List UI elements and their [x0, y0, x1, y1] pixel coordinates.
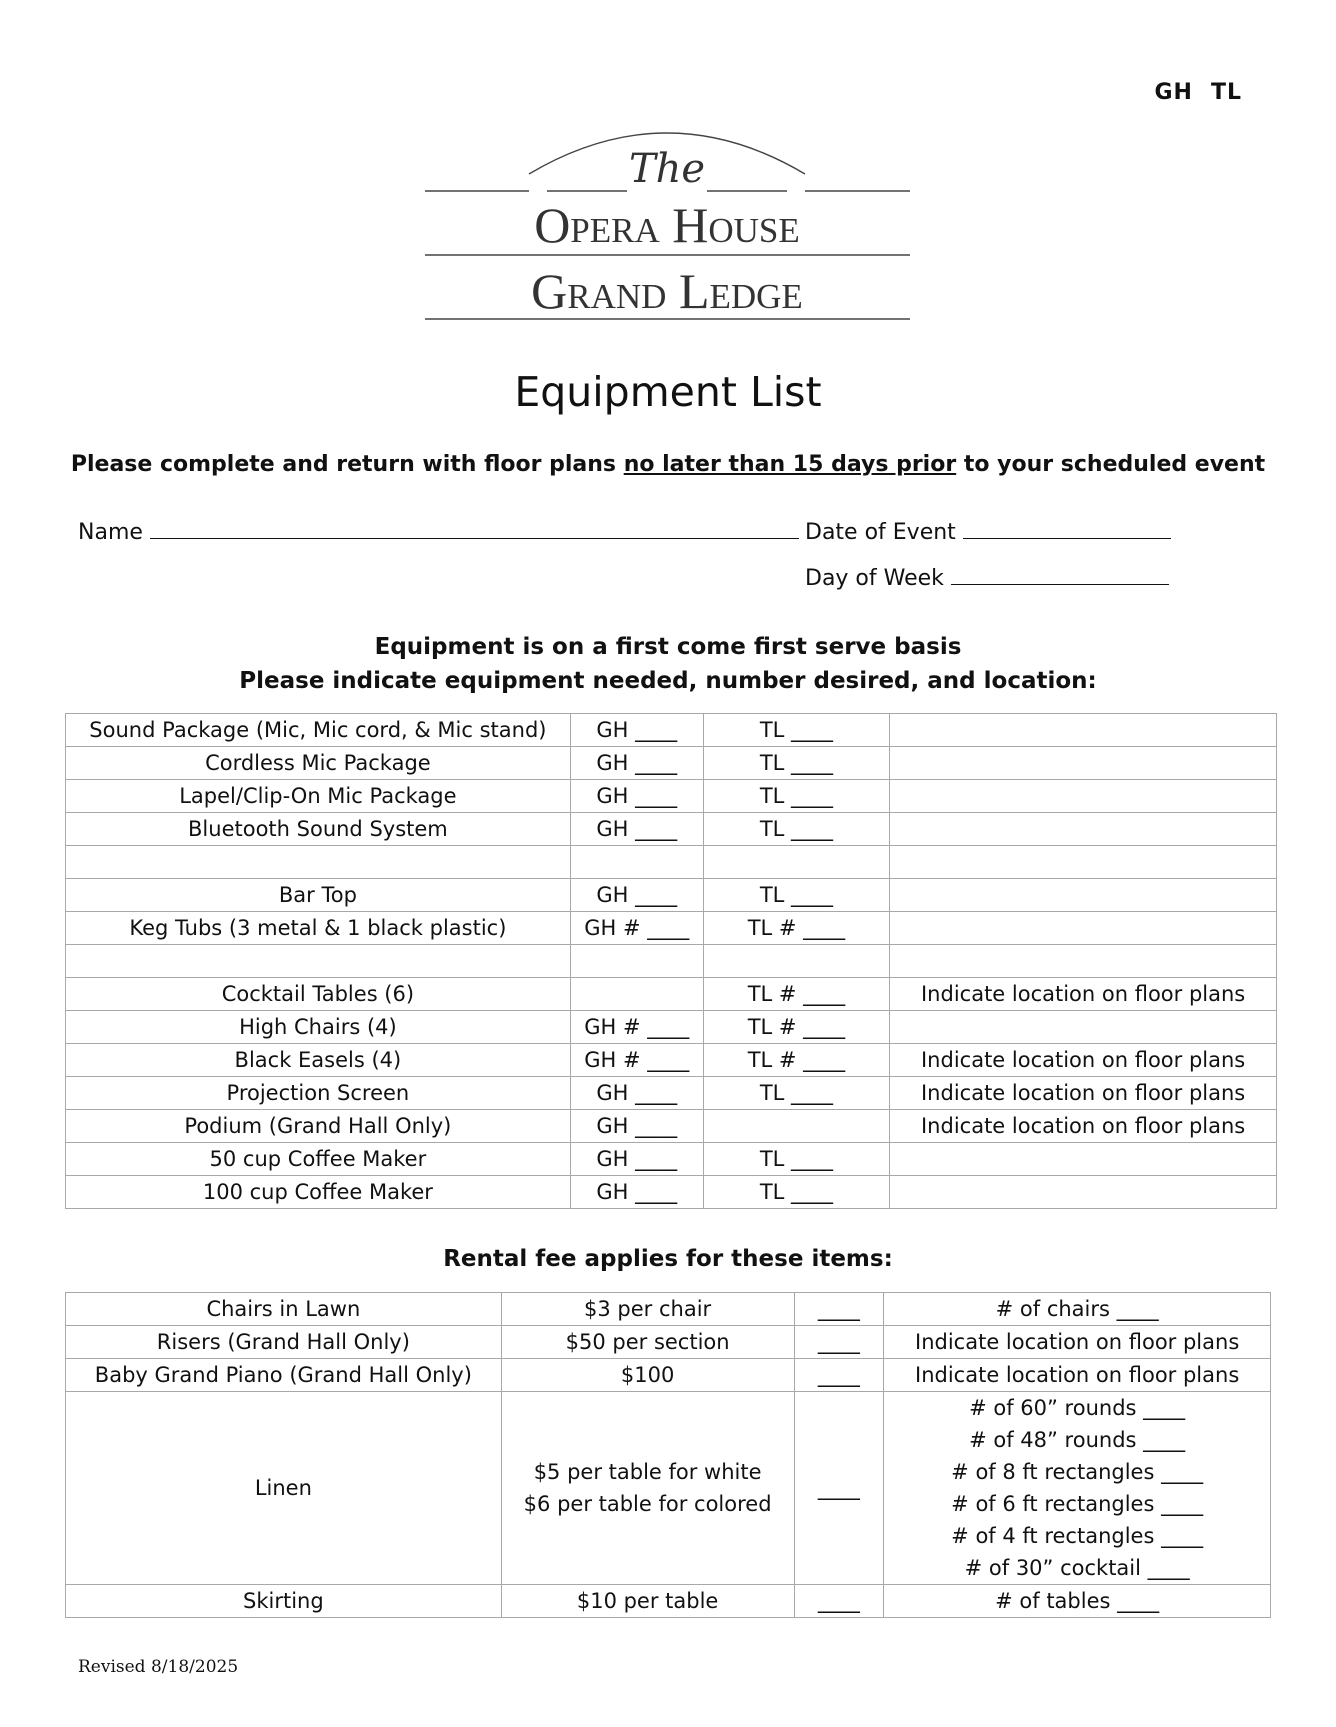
equipment-item: Sound Package (Mic, Mic cord, & Mic stand) [66, 714, 571, 747]
rental-row [66, 1326, 1271, 1359]
rental-row [66, 1585, 1271, 1618]
tl-entry[interactable] [703, 846, 890, 879]
date-blank[interactable] [963, 520, 1171, 539]
equipment-item [66, 945, 571, 978]
gh-entry[interactable]: GH ____ [570, 747, 703, 780]
location-note [890, 846, 1277, 879]
name-label: Name [78, 520, 143, 545]
detail-line[interactable]: # of 4 ft rectangles ____ [951, 1524, 1204, 1548]
fee-line: $6 per table for colored [523, 1492, 772, 1516]
tl-entry[interactable]: TL # ____ [703, 912, 890, 945]
date-field[interactable] [805, 520, 1171, 545]
location-note [890, 714, 1277, 747]
tl-entry[interactable]: TL ____ [703, 747, 890, 780]
name-field[interactable] [78, 520, 799, 545]
equipment-row [66, 780, 1277, 813]
equipment-item: High Chairs (4) [66, 1011, 571, 1044]
gh-entry[interactable]: GH ____ [570, 1143, 703, 1176]
tl-entry[interactable]: TL # ____ [703, 1011, 890, 1044]
rental-details [884, 1392, 1271, 1585]
gh-entry[interactable]: GH ____ [570, 1176, 703, 1209]
equipment-item: Keg Tubs (3 metal & 1 black plastic) [66, 912, 571, 945]
equipment-row [66, 1011, 1277, 1044]
rental-item: Chairs in Lawn [66, 1293, 502, 1326]
corner-tl: TL [1210, 80, 1242, 105]
quantity-blank[interactable]: ____ [794, 1392, 884, 1585]
quantity-blank[interactable]: ____ [794, 1585, 884, 1618]
equipment-item: 100 cup Coffee Maker [66, 1176, 571, 1209]
equipment-row [66, 879, 1277, 912]
tl-entry[interactable]: TL ____ [703, 813, 890, 846]
tl-entry[interactable]: TL ____ [703, 714, 890, 747]
equipment-row [66, 714, 1277, 747]
detail-line[interactable]: Indicate location on floor plans [915, 1330, 1240, 1354]
deadline-text: no later than 15 days prior [623, 452, 957, 477]
gh-entry[interactable]: GH ____ [570, 1077, 703, 1110]
tl-entry[interactable]: TL ____ [703, 1143, 890, 1176]
location-note: Indicate location on floor plans [890, 1044, 1277, 1077]
equipment-row [66, 846, 1277, 879]
detail-line[interactable]: # of 30” cocktail ____ [964, 1556, 1190, 1580]
location-note: Indicate location on floor plans [890, 1110, 1277, 1143]
rental-fee [501, 1293, 794, 1326]
logo-line2: Grand Ledge [531, 263, 803, 319]
rental-fee [501, 1359, 794, 1392]
equipment-row [66, 945, 1277, 978]
location-note: Indicate location on floor plans [890, 978, 1277, 1011]
detail-line[interactable]: # of 60” rounds ____ [969, 1396, 1186, 1420]
rental-fee [501, 1326, 794, 1359]
location-note [890, 1143, 1277, 1176]
rental-item: Linen [66, 1392, 502, 1585]
equipment-item: 50 cup Coffee Maker [66, 1143, 571, 1176]
gh-entry[interactable]: GH ____ [570, 813, 703, 846]
tl-entry[interactable]: TL # ____ [703, 978, 890, 1011]
tl-entry[interactable]: TL ____ [703, 1176, 890, 1209]
availability-notice [0, 630, 1336, 698]
revision-date: Revised 8/18/2025 [78, 1657, 239, 1677]
detail-line[interactable]: # of chairs ____ [995, 1297, 1159, 1321]
location-note [890, 879, 1277, 912]
equipment-row [66, 1143, 1277, 1176]
equipment-item [66, 846, 571, 879]
gh-entry[interactable] [570, 846, 703, 879]
equipment-row [66, 912, 1277, 945]
fee-line: $50 per section [565, 1330, 730, 1354]
equipment-row [66, 1044, 1277, 1077]
rental-item: Baby Grand Piano (Grand Hall Only) [66, 1359, 502, 1392]
rental-row [66, 1293, 1271, 1326]
venue-codes [1136, 80, 1242, 105]
rental-fee [501, 1585, 794, 1618]
fee-line: $100 [620, 1363, 675, 1387]
gh-entry[interactable]: GH ____ [570, 1110, 703, 1143]
tl-entry[interactable]: TL # ____ [703, 1044, 890, 1077]
gh-entry[interactable]: GH # ____ [570, 1011, 703, 1044]
quantity-blank[interactable]: ____ [794, 1293, 884, 1326]
equipment-item: Podium (Grand Hall Only) [66, 1110, 571, 1143]
quantity-blank[interactable]: ____ [794, 1326, 884, 1359]
equipment-item: Cocktail Tables (6) [66, 978, 571, 1011]
location-note [890, 813, 1277, 846]
rental-details [884, 1359, 1271, 1392]
notice-line2: Please indicate equipment needed, number desired, and location: [239, 668, 1097, 694]
location-note [890, 912, 1277, 945]
equipment-row [66, 978, 1277, 1011]
date-label: Date of Event [805, 520, 956, 545]
equipment-item: Lapel/Clip-On Mic Package [66, 780, 571, 813]
tl-entry[interactable]: TL ____ [703, 1077, 890, 1110]
location-note [890, 1176, 1277, 1209]
rental-fee [501, 1392, 794, 1585]
rental-details [884, 1293, 1271, 1326]
equipment-row [66, 1077, 1277, 1110]
gh-entry[interactable] [570, 945, 703, 978]
gh-entry[interactable]: GH # ____ [570, 912, 703, 945]
logo-the: The [628, 146, 706, 192]
day-blank[interactable] [951, 566, 1169, 585]
day-label: Day of Week [805, 566, 944, 591]
opera-house-logo [425, 112, 910, 327]
location-note: Indicate location on floor plans [890, 1077, 1277, 1110]
detail-line[interactable]: # of tables ____ [995, 1589, 1160, 1613]
equipment-row [66, 813, 1277, 846]
rental-row [66, 1392, 1271, 1585]
equipment-item: Bar Top [66, 879, 571, 912]
rental-details [884, 1585, 1271, 1618]
gh-entry[interactable]: GH ____ [570, 714, 703, 747]
detail-line[interactable]: # of 6 ft rectangles ____ [951, 1492, 1204, 1516]
name-blank[interactable] [150, 520, 799, 539]
tl-entry[interactable]: TL ____ [703, 780, 890, 813]
equipment-item: Black Easels (4) [66, 1044, 571, 1077]
rental-table [65, 1292, 1271, 1618]
tl-entry[interactable] [703, 945, 890, 978]
fee-line: $3 per chair [584, 1297, 712, 1321]
fee-line: $10 per table [576, 1589, 719, 1613]
rental-details [884, 1326, 1271, 1359]
equipment-row [66, 1176, 1277, 1209]
detail-line[interactable]: # of 8 ft rectangles ____ [951, 1460, 1204, 1484]
quantity-blank[interactable]: ____ [794, 1359, 884, 1392]
gh-entry[interactable]: GH ____ [570, 879, 703, 912]
location-note [890, 945, 1277, 978]
detail-line[interactable]: Indicate location on floor plans [915, 1363, 1240, 1387]
location-note [890, 780, 1277, 813]
equipment-item: Bluetooth Sound System [66, 813, 571, 846]
day-field[interactable] [805, 566, 1169, 591]
rental-item: Risers (Grand Hall Only) [66, 1326, 502, 1359]
gh-entry[interactable]: GH ____ [570, 780, 703, 813]
tl-entry[interactable] [703, 1110, 890, 1143]
corner-gh: GH [1154, 80, 1193, 105]
rental-row [66, 1359, 1271, 1392]
equipment-item: Projection Screen [66, 1077, 571, 1110]
rental-item: Skirting [66, 1585, 502, 1618]
page-title: Equipment List [514, 368, 822, 416]
gh-entry[interactable]: GH # ____ [570, 1044, 703, 1077]
fee-line: $5 per table for white [533, 1460, 762, 1484]
detail-line[interactable]: # of 48” rounds ____ [969, 1428, 1186, 1452]
tl-entry[interactable]: TL ____ [703, 879, 890, 912]
equipment-row [66, 747, 1277, 780]
submission-instruction: Please complete and return with floor plans no later than 15 days prior to your scheduled event [70, 452, 1266, 477]
equipment-row [66, 1110, 1277, 1143]
location-note [890, 747, 1277, 780]
equipment-item: Cordless Mic Package [66, 747, 571, 780]
location-note [890, 1011, 1277, 1044]
notice-line1: Equipment is on a first come first serve basis [374, 634, 962, 660]
logo-line1: Opera House [534, 197, 800, 253]
equipment-table [65, 713, 1277, 1209]
gh-entry[interactable] [570, 978, 703, 1011]
rental-heading: Rental fee applies for these items: [443, 1246, 893, 1272]
